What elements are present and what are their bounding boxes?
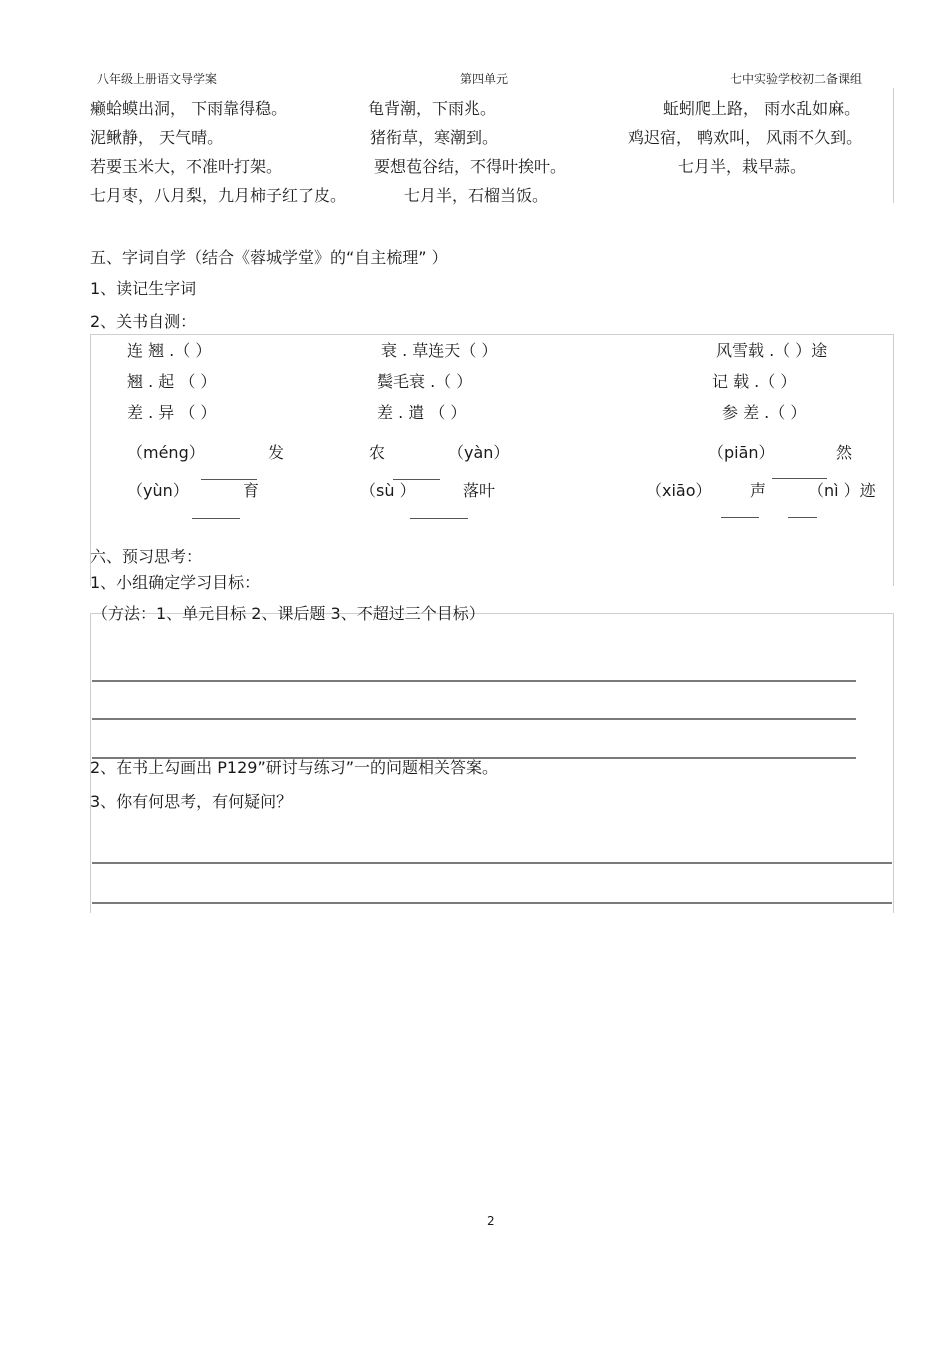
pinyin-prompt: （yàn） <box>448 443 510 462</box>
frame-line <box>893 334 894 586</box>
pinyin-word: 落叶 <box>463 481 496 500</box>
pinyin-prompt: （yùn） <box>127 481 189 500</box>
page-number: 2 <box>487 1214 495 1228</box>
word-test-item: 鬓毛衰 .（ ） <box>377 372 473 391</box>
frame-line <box>90 334 893 335</box>
proverb-text: 要想苞谷结，不得叶挨叶。 <box>374 157 567 176</box>
pinyin-prompt: （piān） <box>708 443 775 462</box>
proverb-text: 七月半，石榴当饭。 <box>404 186 549 205</box>
fill-blank[interactable] <box>192 518 240 519</box>
word-test-item: 翘 . 起 （ ） <box>127 372 217 391</box>
word-test-item: 差 . 异 （ ） <box>127 403 217 422</box>
section-six-item-2: 2、在书上勾画出 P129”研讨与练习”一的问题相关答案。 <box>90 758 499 777</box>
fill-blank[interactable] <box>788 517 817 518</box>
proverb-text: 癞蛤蟆出洞， 下雨靠得稳。 <box>90 99 288 118</box>
answer-line[interactable] <box>92 902 892 904</box>
proverb-text: 鸡迟宿， 鸭欢叫， 风雨不久到。 <box>628 128 863 147</box>
answer-line[interactable] <box>92 680 856 682</box>
word-test-item: 记 载 .（ ） <box>712 372 797 391</box>
word-test-item: 差 . 遣 （ ） <box>377 403 467 422</box>
pinyin-prompt: （xiāo） <box>646 481 712 500</box>
pinyin-word: 发 <box>268 443 285 462</box>
proverb-text: 猪衔草，寒潮到。 <box>370 128 499 147</box>
pinyin-prompt: （sù ） <box>360 481 416 500</box>
pinyin-word: 声 <box>750 481 767 500</box>
answer-line[interactable] <box>92 862 892 864</box>
proverb-text: 若要玉米大，不准叶打架。 <box>90 157 283 176</box>
proverb-text: 泥鳅静， 天气晴。 <box>90 128 224 147</box>
section-six-item-3: 3、你有何思考，有何疑问？ <box>90 792 293 811</box>
header-left: 八年级上册语文导学案 <box>97 72 218 86</box>
word-test-item: 风雪载 .（ ）途 <box>716 341 828 360</box>
header-right: 七中实验学校初二备课组 <box>730 72 863 86</box>
proverb-text: 龟背潮，下雨兆。 <box>368 99 497 118</box>
answer-line[interactable] <box>92 718 856 720</box>
proverb-text: 蚯蚓爬上路， 雨水乱如麻。 <box>663 99 861 118</box>
section-five-item-2: 2、关书自测： <box>90 312 197 331</box>
word-test-item: 参 差 .（ ） <box>722 403 807 422</box>
method-note: （方法：1、单元目标 2、课后题 3、不超过三个目标） <box>92 604 485 623</box>
section-six-item-1: 1、小组确定学习目标： <box>90 573 261 592</box>
frame-line <box>893 88 894 203</box>
pinyin-prompt: （nì ）迹 <box>808 481 876 500</box>
pinyin-prompt: （méng） <box>127 443 205 462</box>
section-six-title: 六、预习思考： <box>90 547 203 566</box>
word-test-item: 衰 . 草连天（ ） <box>381 341 498 360</box>
frame-line <box>893 613 894 913</box>
pinyin-word: 农 <box>369 443 386 462</box>
fill-blank[interactable] <box>721 517 759 518</box>
section-five-title: 五、字词自学（结合《蓉城学堂》的“自主梳理” ） <box>90 248 448 267</box>
fill-blank[interactable] <box>410 518 468 519</box>
proverb-text: 七月枣，八月梨，九月柿子红了皮。 <box>90 186 347 205</box>
proverb-text: 七月半，栽早蒜。 <box>678 157 807 176</box>
pinyin-word: 育 <box>243 481 260 500</box>
pinyin-word: 然 <box>836 443 853 462</box>
section-five-item-1: 1、读记生字词 <box>90 279 197 298</box>
word-test-item: 连 翘 .（ ） <box>127 341 212 360</box>
header-center: 第四单元 <box>460 72 509 86</box>
